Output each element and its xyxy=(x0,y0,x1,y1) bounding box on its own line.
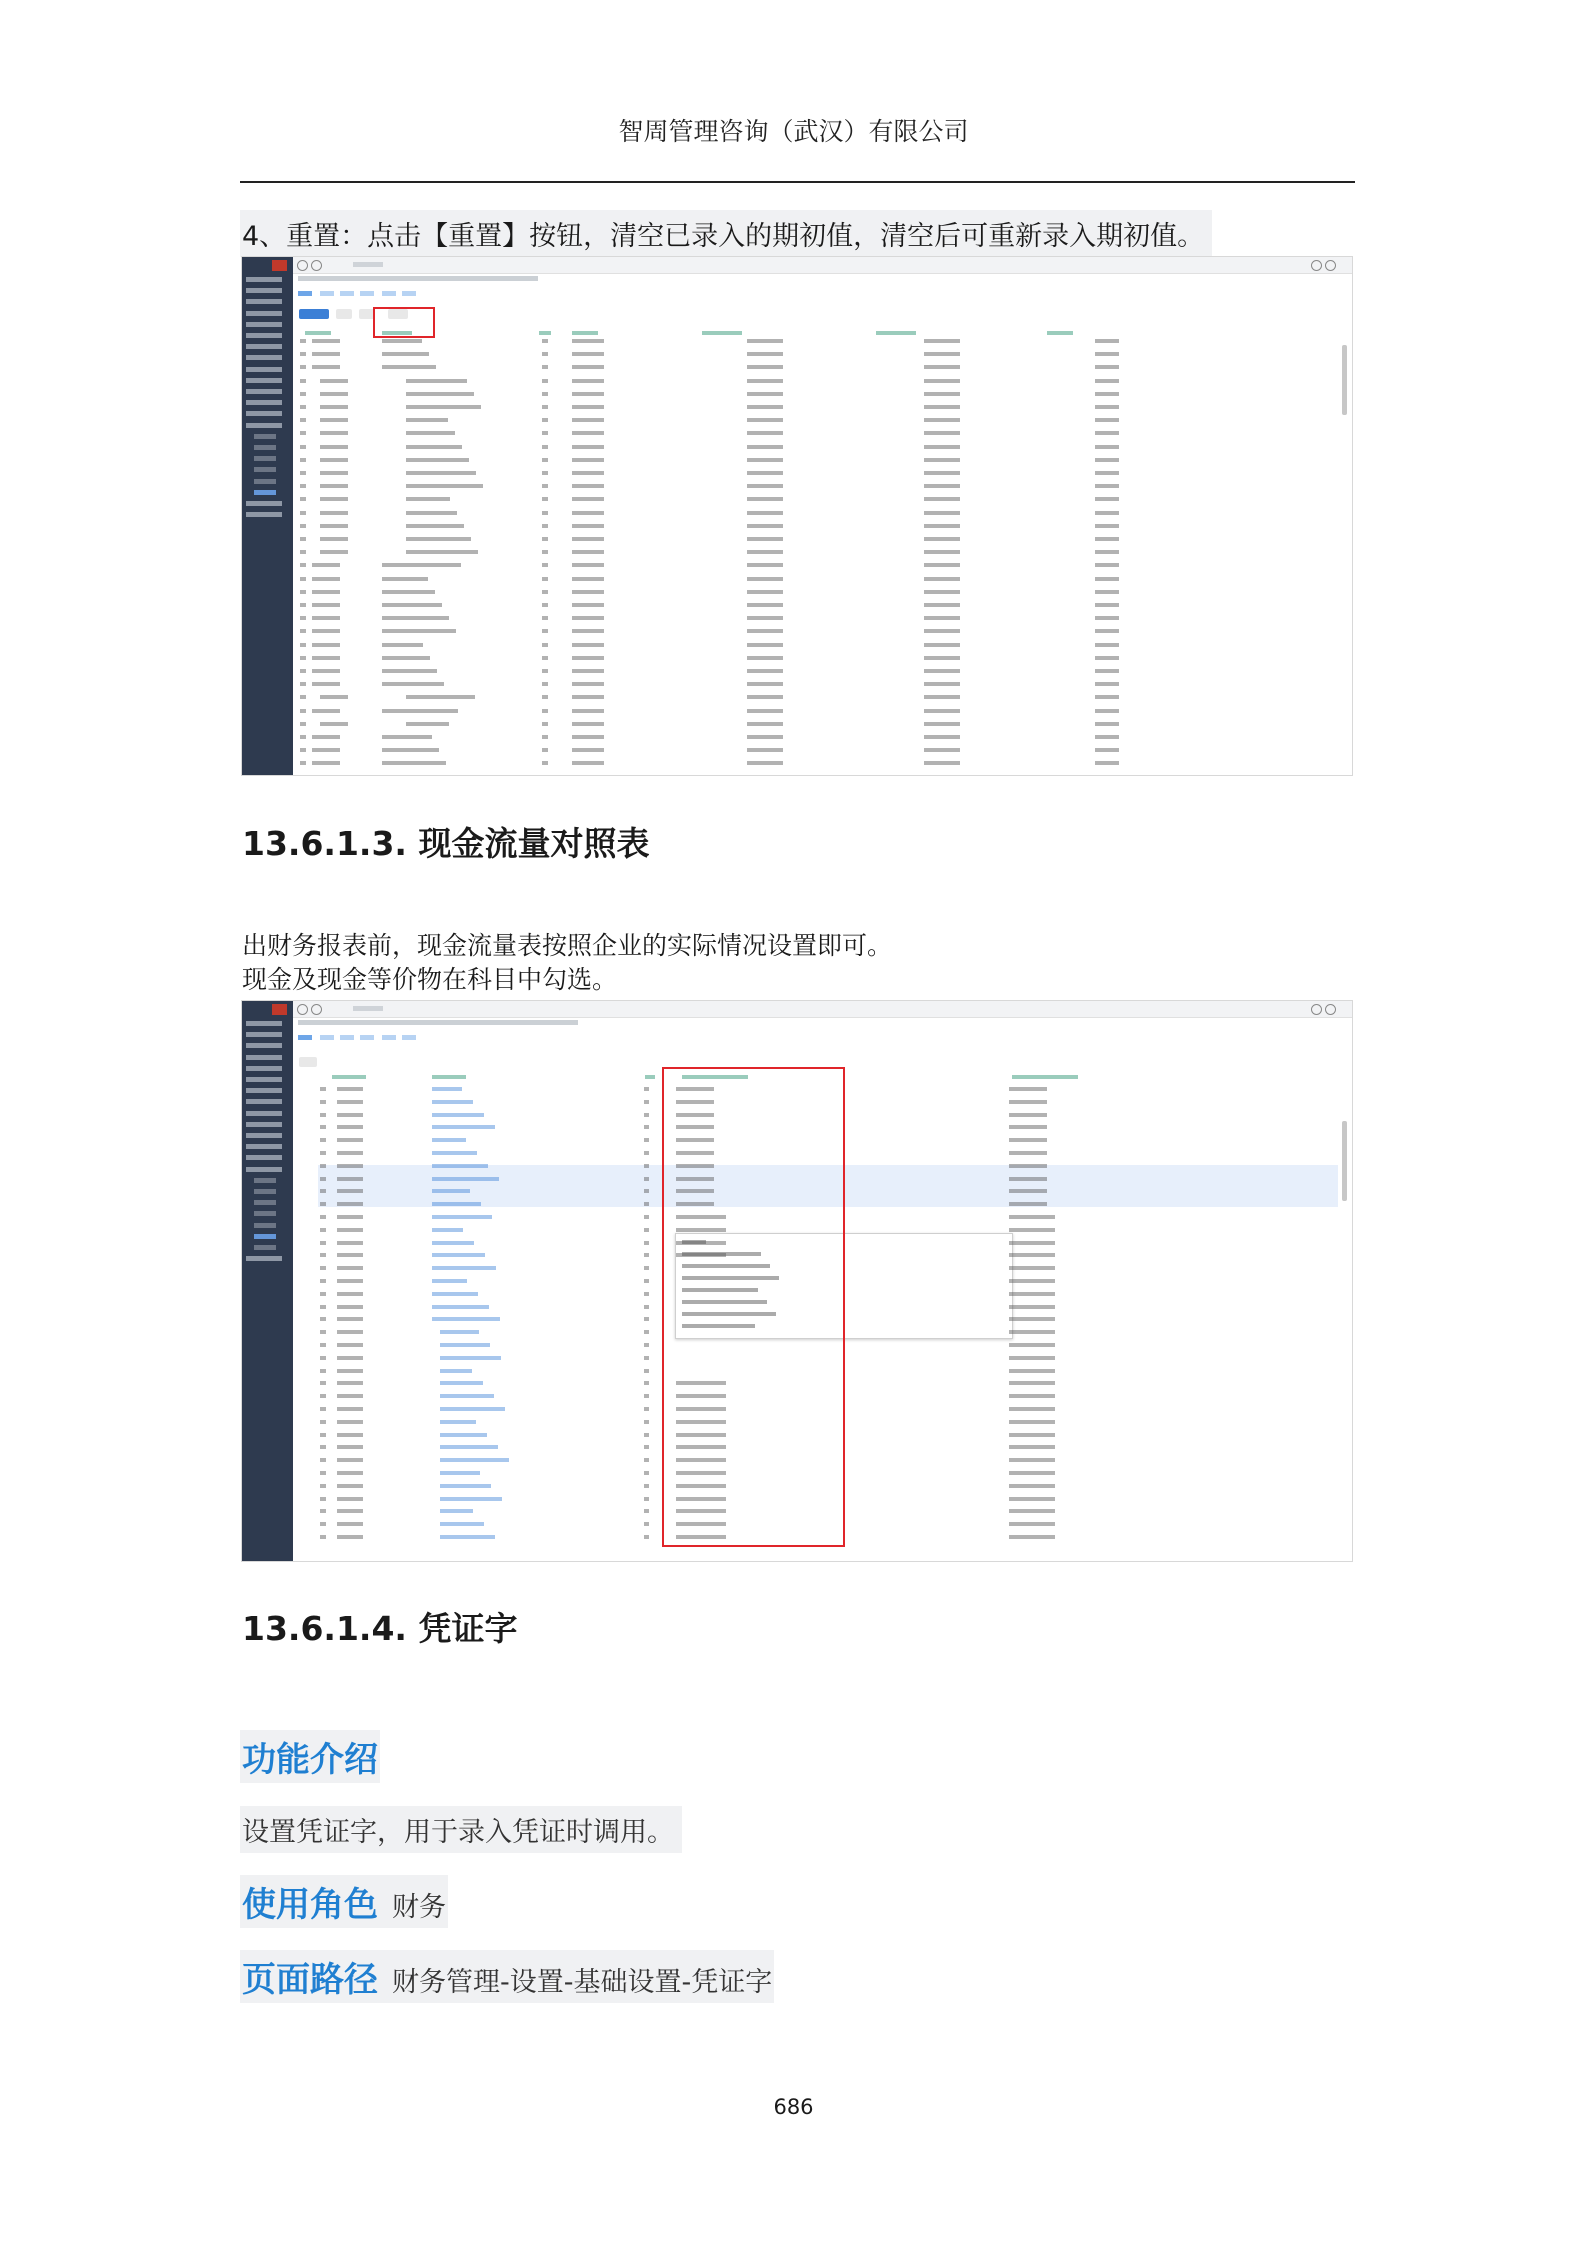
sidebar-menu-item xyxy=(246,299,282,304)
table-column-header xyxy=(702,331,742,335)
browser-tab-bar xyxy=(293,1001,1352,1018)
breadcrumb xyxy=(298,1020,578,1025)
table-row xyxy=(242,1471,1352,1475)
sidebar-menu-item xyxy=(246,322,282,327)
table-row xyxy=(242,1292,1352,1296)
table-row xyxy=(242,524,1352,528)
module-tab xyxy=(340,1035,354,1040)
table-row xyxy=(242,537,1352,541)
path-title xyxy=(240,1950,774,2003)
table-row xyxy=(242,1369,1352,1373)
table-column-header xyxy=(1012,1075,1078,1079)
path-text: 财务管理-设置-基础设置-凭证字 xyxy=(392,1967,773,1998)
app-logo xyxy=(272,1004,287,1015)
trial-balance-button[interactable] xyxy=(299,309,329,319)
role-text: 财务 xyxy=(392,1892,446,1923)
table-row xyxy=(242,365,1352,369)
page-number: 686 xyxy=(773,2095,814,2119)
sidebar-menu-item xyxy=(246,1021,282,1026)
table-row xyxy=(242,1394,1352,1398)
role-title-text: 使用角色 xyxy=(242,1885,378,1925)
table-row xyxy=(242,629,1352,633)
table-row xyxy=(242,405,1352,409)
module-tab xyxy=(340,291,354,296)
table-row xyxy=(242,1497,1352,1501)
table-row xyxy=(242,1458,1352,1462)
sidebar-menu-item xyxy=(246,311,282,316)
table-row xyxy=(242,695,1352,699)
table-row xyxy=(242,1202,1352,1206)
sidebar-menu-item xyxy=(246,501,282,506)
save-button[interactable] xyxy=(299,1057,317,1067)
intro-title xyxy=(240,1730,380,1783)
sidebar-menu-item xyxy=(246,1144,282,1149)
table-row xyxy=(242,1279,1352,1283)
table-row xyxy=(242,1381,1352,1385)
table-row xyxy=(242,1407,1352,1411)
table-row xyxy=(242,1266,1352,1270)
table-row xyxy=(242,682,1352,686)
sidebar-menu-item xyxy=(246,423,282,428)
table-row xyxy=(242,1522,1352,1526)
table-row xyxy=(242,471,1352,475)
table-row xyxy=(242,1164,1352,1168)
table-row xyxy=(242,379,1352,383)
table-row xyxy=(242,1087,1352,1091)
table-column-header xyxy=(1047,331,1073,335)
cashflow-section-heading: 13.6.1.3. 现金流量对照表 xyxy=(242,824,650,863)
table-row xyxy=(242,1317,1352,1321)
table-column-header xyxy=(432,1075,466,1079)
cashflow-description-2: 现金及现金等价物在科目中勾选。 xyxy=(242,965,618,994)
table-column-header xyxy=(645,1075,655,1079)
table-row xyxy=(242,1305,1352,1309)
table-column-header xyxy=(305,331,331,335)
table-row xyxy=(242,1177,1352,1181)
sidebar-menu-item xyxy=(246,1055,282,1060)
table-row xyxy=(242,1125,1352,1129)
sidebar-menu-item xyxy=(246,344,282,349)
app-logo xyxy=(272,260,287,271)
voucher-section-heading: 13.6.1.4. 凭证字 xyxy=(242,1609,518,1648)
module-tab xyxy=(382,1035,396,1040)
table-row xyxy=(242,1535,1352,1539)
table-row xyxy=(242,445,1352,449)
breadcrumb xyxy=(298,276,538,281)
table-row xyxy=(242,1509,1352,1513)
module-tab xyxy=(382,291,396,296)
intro-text: 设置凭证字，用于录入凭证时调用。 xyxy=(240,1806,682,1853)
table-column-header xyxy=(539,331,551,335)
table-row xyxy=(242,577,1352,581)
table-row xyxy=(242,497,1352,501)
table-row xyxy=(242,1215,1352,1219)
module-tab xyxy=(298,291,312,296)
module-tab xyxy=(402,1035,416,1040)
table-row xyxy=(242,484,1352,488)
table-row xyxy=(242,1420,1352,1424)
table-row xyxy=(242,392,1352,396)
table-row xyxy=(242,1138,1352,1142)
cashflow-mapping-screenshot xyxy=(241,1000,1353,1562)
table-row xyxy=(242,352,1352,356)
sidebar-menu-item xyxy=(254,490,276,495)
table-row xyxy=(242,1253,1352,1257)
sidebar-menu-item xyxy=(246,1032,282,1037)
table-row xyxy=(242,748,1352,752)
table-row xyxy=(242,709,1352,713)
sidebar-menu-item xyxy=(246,1155,282,1160)
module-tab xyxy=(298,1035,312,1040)
table-row xyxy=(242,550,1352,554)
module-tab xyxy=(320,1035,334,1040)
sidebar-menu-item xyxy=(246,288,282,293)
sidebar-menu-item xyxy=(246,277,282,282)
table-row xyxy=(242,339,1352,343)
table-row xyxy=(242,563,1352,567)
table-row xyxy=(242,511,1352,515)
table-row xyxy=(242,1343,1352,1347)
table-row xyxy=(242,1330,1352,1334)
module-tab xyxy=(402,291,416,296)
table-row xyxy=(242,761,1352,765)
module-tab xyxy=(320,291,334,296)
browser-tab-bar xyxy=(293,257,1352,274)
import-button[interactable] xyxy=(336,309,352,319)
cashflow-description-1: 出财务报表前，现金流量表按照企业的实际情况设置即可。 xyxy=(242,931,893,960)
table-row xyxy=(242,1100,1352,1104)
table-row xyxy=(242,1445,1352,1449)
sidebar-menu-item xyxy=(246,333,282,338)
sidebar-menu-item xyxy=(246,1043,282,1048)
page-header-company: 智周管理咨询（武汉）有限公司 xyxy=(618,117,969,146)
sidebar-menu-item xyxy=(254,1234,276,1239)
table-row xyxy=(242,1228,1352,1232)
sidebar-menu-item xyxy=(246,1066,282,1071)
table-column-header xyxy=(572,331,598,335)
sidebar-menu-item xyxy=(246,1077,282,1082)
table-row xyxy=(242,458,1352,462)
table-column-header xyxy=(382,331,412,335)
table-row xyxy=(242,1189,1352,1193)
intro-title-text: 功能介绍 xyxy=(242,1740,378,1780)
table-column-header xyxy=(876,331,916,335)
table-row xyxy=(242,669,1352,673)
header-rule xyxy=(240,181,1355,183)
sidebar-menu-item xyxy=(254,1245,276,1250)
table-row xyxy=(242,603,1352,607)
table-row xyxy=(242,1484,1352,1488)
table-row xyxy=(242,722,1352,726)
role-title xyxy=(240,1875,448,1928)
step-4-reset-text: 4、重置：点击【重置】按钮，清空已录入的期初值，清空后可重新录入期初值。 xyxy=(240,210,1212,257)
table-row xyxy=(242,1113,1352,1117)
sidebar-menu-item xyxy=(246,411,282,416)
table-row xyxy=(242,616,1352,620)
module-tab xyxy=(360,291,374,296)
table-row xyxy=(242,431,1352,435)
table-row xyxy=(242,656,1352,660)
table-row xyxy=(242,643,1352,647)
opening-balance-reset-screenshot xyxy=(241,256,1353,776)
table-row xyxy=(242,590,1352,594)
table-column-header xyxy=(682,1075,748,1079)
table-row xyxy=(242,1241,1352,1245)
table-row xyxy=(242,1356,1352,1360)
table-column-header xyxy=(332,1075,366,1079)
table-row xyxy=(242,735,1352,739)
sidebar-menu-item xyxy=(254,479,276,484)
table-row xyxy=(242,1151,1352,1155)
table-row xyxy=(242,1433,1352,1437)
path-title-text: 页面路径 xyxy=(242,1960,378,2000)
table-row xyxy=(242,418,1352,422)
module-tab xyxy=(360,1035,374,1040)
